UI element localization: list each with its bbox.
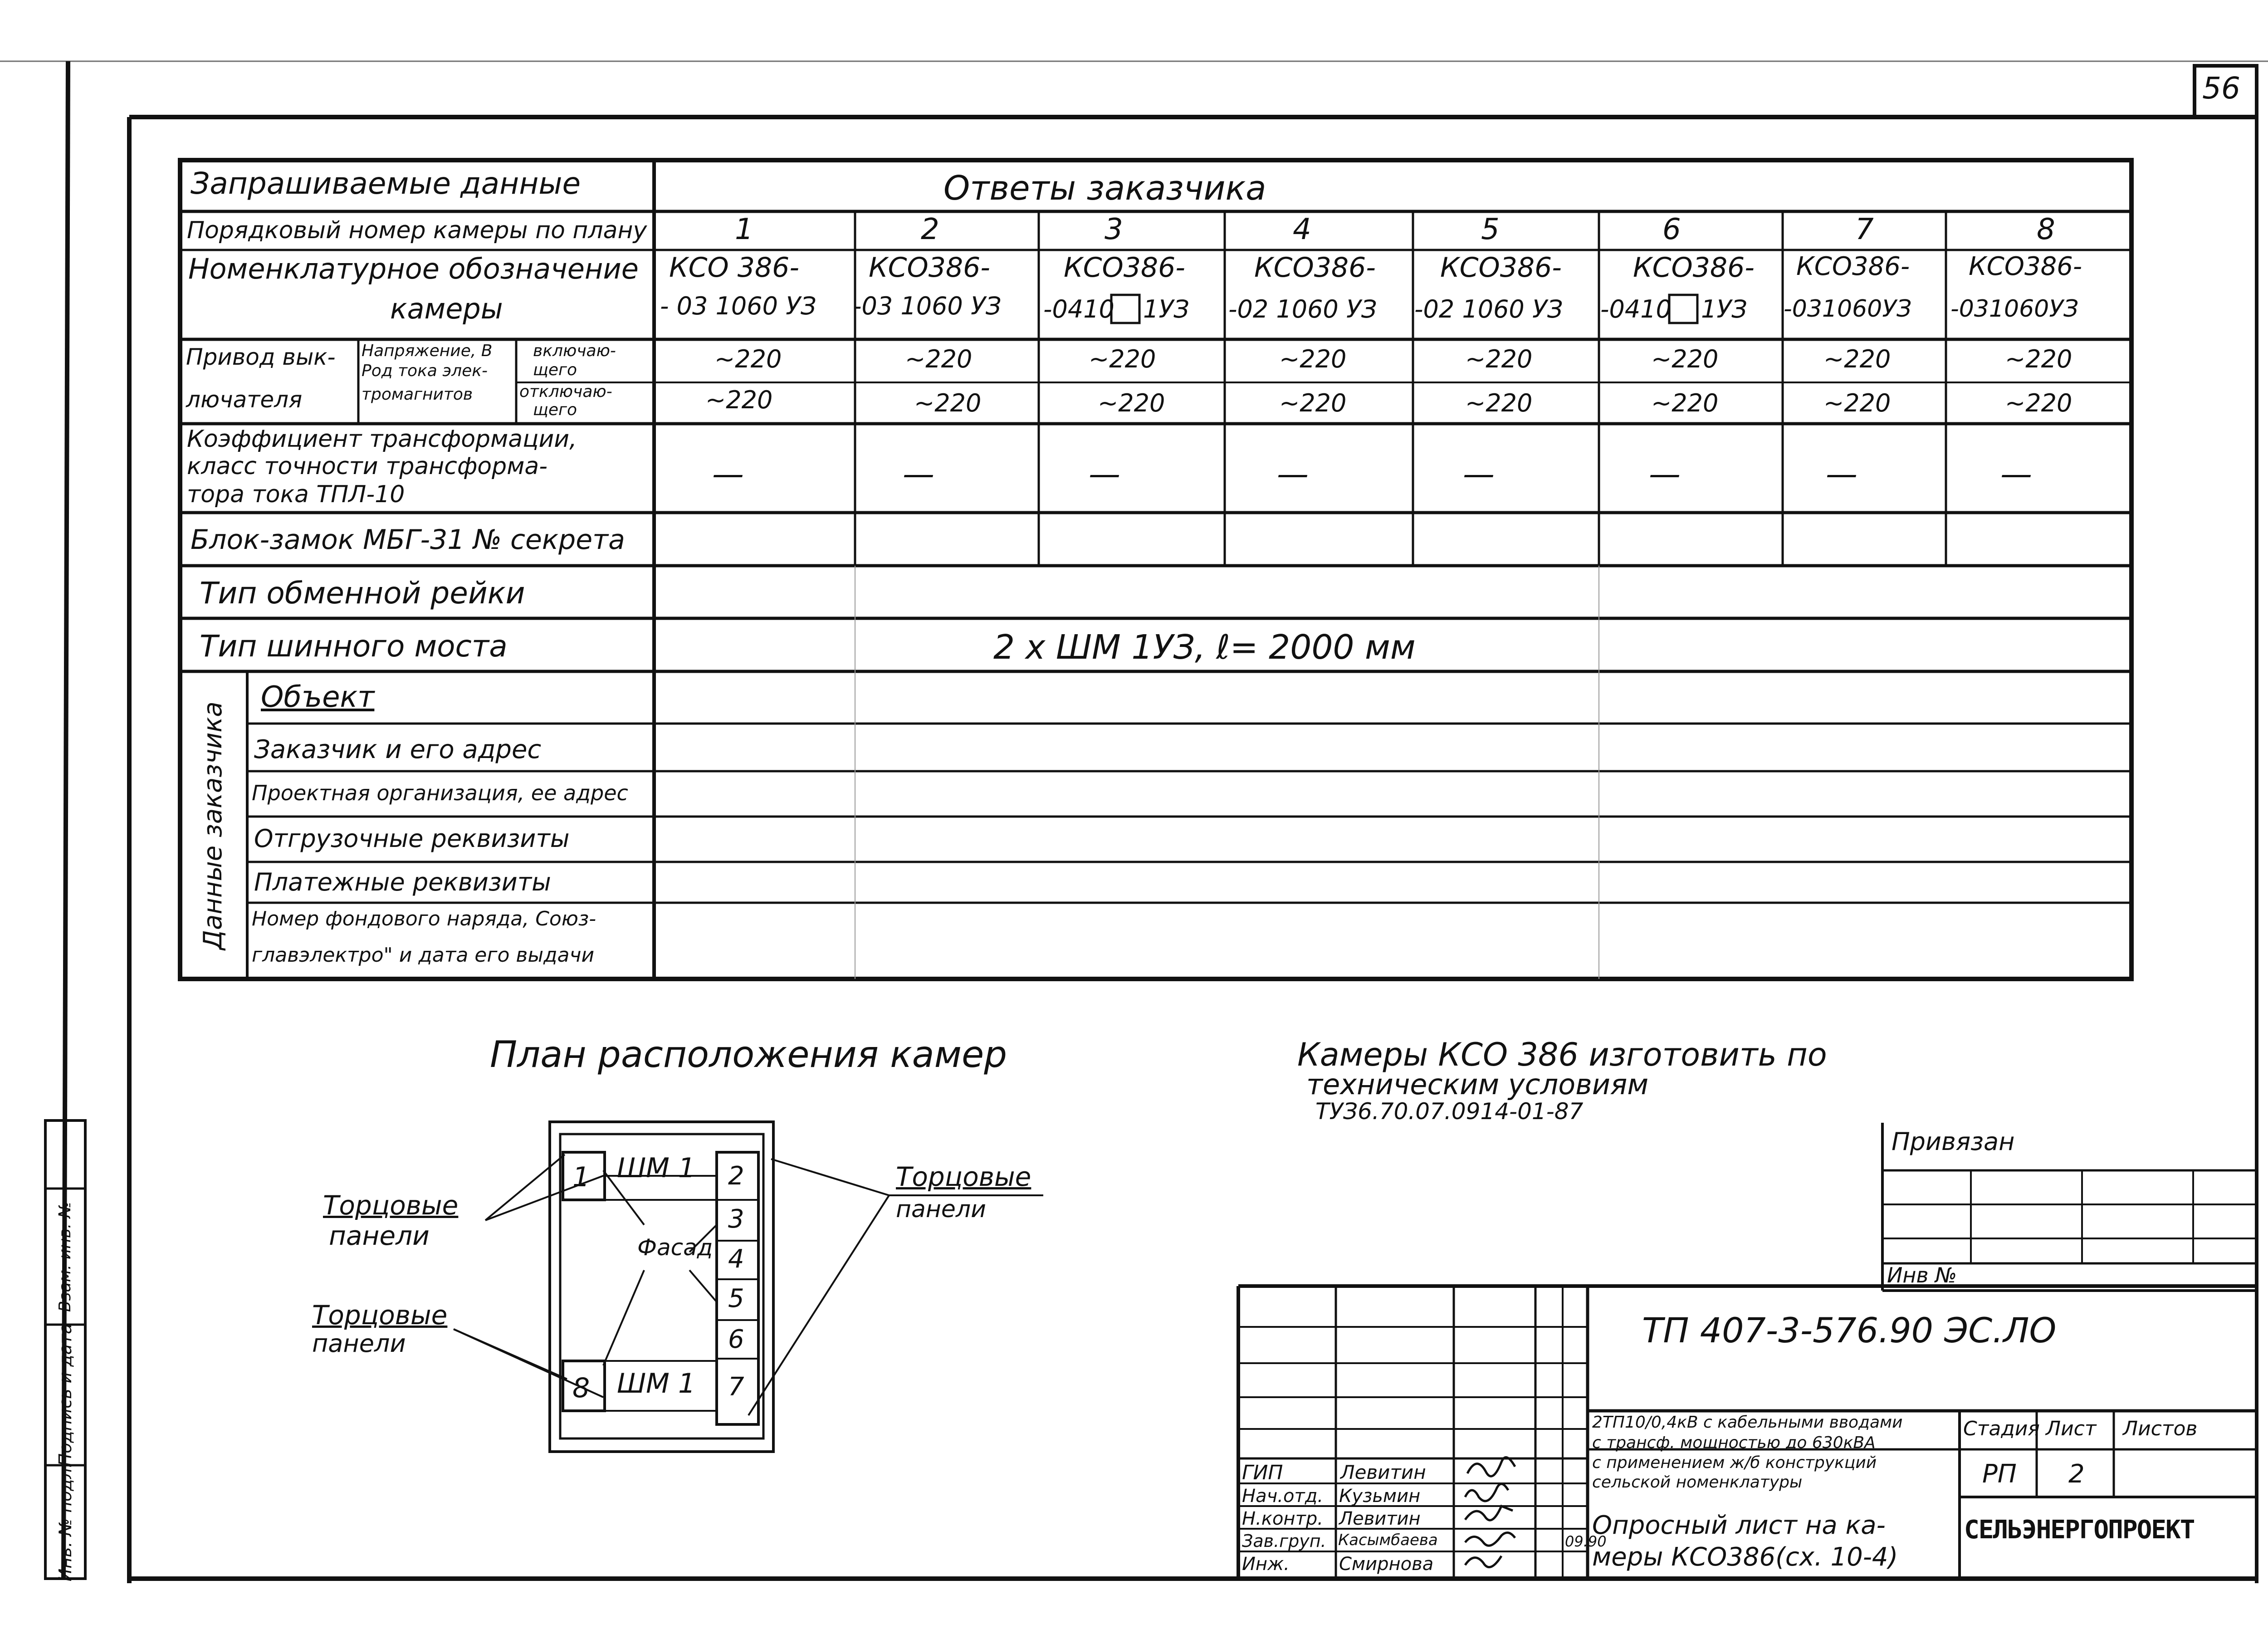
header-requested-data: Запрашиваемые данные — [191, 166, 581, 201]
ct-label-1: Коэффициент трансформации, — [187, 426, 577, 453]
name-norm-control: Левитин — [1339, 1508, 1421, 1529]
col8-on: ~220 — [2005, 345, 2072, 373]
col5-ct: — — [1463, 455, 1495, 493]
col7-nomen-1: КСО386- — [1796, 252, 1910, 281]
col2-ct: — — [903, 455, 934, 493]
stage-value: РП — [1982, 1459, 2017, 1489]
stamp-replace-inv: Взам. инв. № — [56, 1201, 74, 1312]
plan-cell-8: 8 — [572, 1372, 590, 1404]
col6-number: 6 — [1662, 213, 1681, 246]
sheet-name-2: меры КСО386(сх. 10-4) — [1592, 1542, 1898, 1572]
voltage-label-1: Напряжение, В — [362, 342, 493, 360]
col2-on: ~220 — [905, 345, 973, 373]
col5-on: ~220 — [1465, 345, 1533, 373]
sign-date: 09.90 — [1565, 1533, 1607, 1550]
end-panels-bottom-1: Торцовые — [312, 1300, 448, 1331]
role-head-dept: Нач.отд. — [1242, 1486, 1324, 1507]
col6-nomen-1: КСО386- — [1633, 252, 1755, 284]
customer-row-address: Заказчик и его адрес — [254, 735, 542, 764]
col7-off: ~220 — [1823, 389, 1891, 417]
col3-ct: — — [1089, 455, 1120, 493]
end-panels-right-2: панели — [896, 1196, 986, 1223]
plan-cell-4: 4 — [728, 1244, 744, 1274]
customer-row-fund-order-1: Номер фондового наряда, Союз- — [252, 907, 596, 930]
end-panels-left-1: Торцовые — [323, 1190, 459, 1221]
col3-nomen-1: КСО386- — [1064, 252, 1185, 284]
plan-cell-6: 6 — [728, 1325, 744, 1354]
rail-label: Тип обменной рейки — [200, 576, 525, 611]
row-nomen-label: Номенклатурное обозначение — [188, 252, 639, 285]
col4-nomen-2: -02 1060 УЗ — [1228, 295, 1377, 323]
voltage-label-3: тромагнитов — [362, 385, 473, 404]
role-group-head: Зав.груп. — [1242, 1531, 1326, 1551]
voltage-label-2: Род тока элек- — [362, 362, 488, 380]
project-code: ТП 407-3-576.90 ЭС.ЛО — [1642, 1310, 2057, 1350]
col2-off: ~220 — [914, 389, 982, 417]
col7-number: 7 — [1855, 213, 1874, 246]
col4-number: 4 — [1293, 213, 1311, 246]
col4-nomen-1: КСО386- — [1254, 252, 1376, 284]
stage-label: Стадия — [1963, 1417, 2040, 1440]
end-panels-right-1: Торцовые — [896, 1161, 1031, 1192]
col1-ct: — — [712, 455, 744, 493]
bus-label: Тип шинного моста — [200, 629, 508, 664]
col6-ct: — — [1649, 455, 1681, 493]
col1-nomen-1: КСО 386- — [669, 252, 799, 284]
col5-nomen-1: КСО386- — [1440, 252, 1562, 284]
customer-row-payment: Платежные реквизиты — [254, 868, 551, 896]
desc-line-3: с применением ж/б конструкций — [1592, 1453, 1877, 1472]
col1-off: ~220 — [705, 386, 773, 414]
customer-row-shipping: Отгрузочные реквизиты — [254, 824, 570, 853]
role-norm-control: Н.контр. — [1242, 1508, 1323, 1529]
bus-bottom-label: ШМ 1 — [617, 1368, 696, 1399]
bound-title: Привязан — [1892, 1127, 2015, 1156]
sheets-label: Листов — [2123, 1417, 2198, 1440]
off-label-2: щего — [533, 401, 577, 419]
drive-label-2: лючателя — [186, 386, 303, 413]
note-line-3: ТУЗ6.70.07.0914-01-87 — [1315, 1098, 1584, 1125]
bus-value: 2 х ШМ 1УЗ, ℓ= 2000 мм — [993, 628, 1416, 667]
on-label-2: щего — [533, 361, 577, 379]
plan-title: План расположения камер — [490, 1033, 1007, 1076]
name-head-dept: Кузьмин — [1339, 1486, 1421, 1507]
col2-nomen-1: КСО386- — [869, 252, 990, 284]
col5-nomen-2: -02 1060 УЗ — [1414, 295, 1563, 323]
sheet-label: Лист — [2046, 1417, 2097, 1440]
drive-label-1: Привод вык- — [186, 344, 336, 370]
note-line-1: Камеры КСО 386 изготовить по — [1297, 1036, 1827, 1073]
lock-label: Блок-замок МБГ-31 № секрета — [191, 524, 625, 556]
customer-row-object: Объект — [261, 680, 375, 714]
role-gip: ГИП — [1242, 1461, 1283, 1484]
col1-number: 1 — [735, 213, 753, 246]
col2-number: 2 — [921, 213, 939, 246]
name-group-head: Касымбаева — [1338, 1531, 1438, 1549]
col6-nomen-3: 1УЗ — [1701, 295, 1747, 323]
col3-off: ~220 — [1098, 389, 1165, 417]
sheet-name-1: Опросный лист на ка- — [1592, 1511, 1886, 1540]
stamp-inv-orig: Инв. № подл. — [55, 1462, 75, 1582]
sheet-value: 2 — [2068, 1459, 2085, 1489]
col1-on: ~220 — [714, 345, 782, 373]
col1-nomen-2: - 03 1060 УЗ — [660, 292, 816, 320]
col6-on: ~220 — [1651, 345, 1719, 373]
col3-nomen-3: 1УЗ — [1143, 295, 1189, 323]
row-nomen-label-2: камеры — [390, 292, 503, 325]
off-label-1: отключаю- — [519, 382, 612, 401]
col7-ct: — — [1826, 455, 1857, 493]
name-gip: Левитин — [1340, 1461, 1426, 1483]
plan-cell-5: 5 — [728, 1284, 744, 1313]
role-engineer: Инж. — [1242, 1554, 1290, 1575]
col5-off: ~220 — [1465, 389, 1533, 417]
col8-off: ~220 — [2005, 389, 2072, 417]
bus-top-label: ШМ 1 — [617, 1152, 696, 1184]
bound-inv: Инв № — [1887, 1263, 1957, 1287]
col7-on: ~220 — [1823, 345, 1891, 373]
col4-ct: — — [1277, 455, 1309, 493]
col2-nomen-2: -03 1060 УЗ — [853, 292, 1002, 320]
col5-number: 5 — [1481, 213, 1500, 246]
desc-line-4: сельской номенклатуры — [1592, 1473, 1803, 1492]
customer-row-fund-order-2: главэлектро" и дата его выдачи — [252, 944, 595, 967]
name-engineer: Смирнова — [1339, 1554, 1434, 1575]
col4-off: ~220 — [1279, 389, 1347, 417]
desc-line-2: с трансф. мощностью до 630кВА — [1592, 1433, 1876, 1452]
col8-nomen-1: КСО386- — [1969, 252, 2082, 281]
col6-nomen-2: -0410 — [1600, 295, 1672, 323]
on-label-1: включаю- — [533, 342, 616, 360]
ct-label-3: тора тока ТПЛ-10 — [187, 481, 405, 508]
col3-nomen-2: -0410 — [1043, 295, 1114, 323]
col3-on: ~220 — [1089, 345, 1156, 373]
row-number-label: Порядковый номер камеры по плану — [187, 217, 647, 244]
col8-number: 8 — [2037, 213, 2055, 246]
col8-nomen-2: -031060УЗ — [1950, 295, 2079, 323]
plan-cell-1: 1 — [572, 1161, 590, 1193]
end-panels-bottom-2: панели — [312, 1329, 406, 1358]
col7-nomen-2: -031060УЗ — [1784, 295, 1912, 323]
col8-ct: — — [2000, 455, 2032, 493]
plan-cell-7: 7 — [728, 1372, 744, 1402]
plan-cell-3: 3 — [728, 1204, 744, 1234]
facade-label: Фасад — [637, 1234, 713, 1261]
stamp-signature-date: Подпись и дата — [55, 1323, 75, 1467]
ct-label-2: класс точности трансформа- — [187, 453, 547, 480]
note-line-2: техническим условиям — [1306, 1068, 1649, 1101]
sheet-number: 56 — [2202, 71, 2240, 106]
plan-cell-2: 2 — [728, 1161, 744, 1191]
customer-data-vertical: Данные заказчика — [198, 701, 228, 950]
end-panels-left-2: панели — [329, 1220, 430, 1251]
col3-number: 3 — [1105, 213, 1123, 246]
customer-row-design-org: Проектная организация, ее адрес — [252, 781, 628, 805]
col4-on: ~220 — [1279, 345, 1347, 373]
header-customer-answers: Ответы заказчика — [943, 169, 1266, 208]
org-name: СЕЛЬЭНЕРГОПРОЕКТ — [1964, 1515, 2195, 1545]
col6-off: ~220 — [1651, 389, 1719, 417]
desc-line-1: 2ТП10/0,4кВ с кабельными вводами — [1592, 1413, 1903, 1432]
